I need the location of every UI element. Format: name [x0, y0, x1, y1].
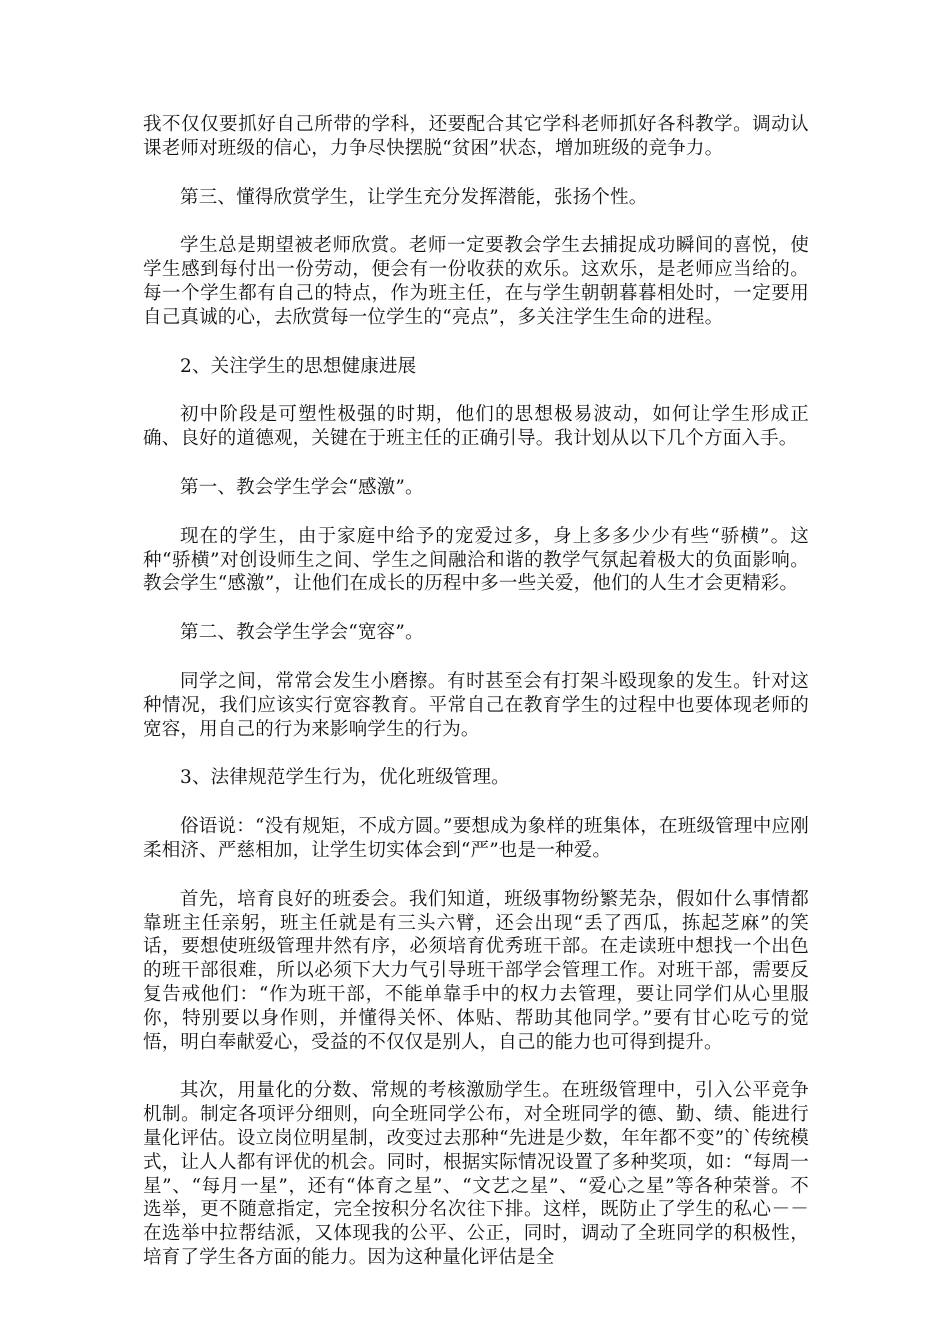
paragraph-heading-first: 第一、教会学生学会“感激”。 — [180, 476, 424, 498]
paragraph-13: 其次，用量化的分数、常规的考核激励学生。在班级管理中，引入公平竞争机制。制定各项评分细则，向全班同学公布，对全班同学的德、勤、绩、能进行量化评估。设立岗位明星制，改变过去那种“先进是少数，年年都不变”的`传统模式，让人人都有评优的机会。同时，根据实际情况设置了多种奖项，如：“每周一星”、“每月一星”，还有“体育之星”、“文艺之星”、“爱心之星”等各种荣誉。不选举，更不随意指定，完全按积分名次往下排。这样，既防止了学生的私心－－在选举中拉帮结派，又体现我的公平、公正，同时，调动了全班同学的积极性，培育了学生各方面的能力。因为这种量化评估是全 — [143, 1080, 809, 1268]
paragraph-heading-2: 2、关注学生的思想健康进展 — [180, 355, 417, 377]
paragraph-5: 初中阶段是可塑性极强的时期，他们的思想极易波动，如何让学生形成正确、良好的道德观，关键在于班主任的正确引导。我计划从以下几个方面入手。 — [143, 404, 809, 450]
paragraph-heading-third: 第三、懂得欣赏学生，让学生充分发挥潜能，张扬个性。 — [180, 186, 648, 208]
paragraph-7: 现在的学生，由于家庭中给予的宠爱过多，身上多多少少有些“骄横”。这种“骄横”对创设师生之间、学生之间融洽和谐的教学气氛起着极大的负面影响。教会学生“感激”，让他们在成长的历程中多一些关爱，他们的人生才会更精彩。 — [143, 525, 809, 595]
paragraph-heading-second: 第二、教会学生学会“宽容”。 — [180, 622, 424, 644]
document-body — [143, 113, 809, 1295]
paragraph-3: 学生总是期望被老师欣赏。老师一定要教会学生去捕捉成功瞬间的喜悦，使学生感到每付出一份劳动，便会有一份收获的欢乐。这欢乐，是老师应当给的。每一个学生都有自己的特点，作为班主任，在与学生朝朝暮暮相处时，一定要用自己真诚的心，去欣赏每一位学生的“亮点”，多关注学生生命的进程。 — [143, 235, 809, 328]
paragraph-1: 我不仅仅要抓好自己所带的学科，还要配合其它学科老师抓好各科教学。调动认课老师对班级的信心，力争尽快摆脱“贫困”状态，增加班级的竞争力。 — [143, 114, 809, 159]
paragraph-heading-3: 3、法律规范学生行为，优化班级管理。 — [180, 767, 510, 789]
paragraph-11: 俗语说：“没有规矩，不成方圆。”要想成为象样的班集体，在班级管理中应刚柔相济、严慈相加，让学生切实体会到“严”也是一种爱。 — [143, 816, 809, 861]
paragraph-9: 同学之间，常常会发生小磨擦。有时甚至会有打架斗殴现象的发生。针对这种情况，我们应该实行宽容教育。平常自己在教育学生的过程中也要体现老师的宽容，用自己的行为来影响学生的行为。 — [143, 670, 809, 740]
paragraph-12: 首先，培育良好的班委会。我们知道，班级事物纷繁芜杂，假如什么事情都靠班主任亲躬，班主任就是有三头六臂，还会出现“丢了西瓜，拣起芝麻”的笑话，要想使班级管理井然有序，必须培育优秀班干部。在走读班中想找一个出色的班干部很难，所以必须下大力气引导班干部学会管理工作。对班干部，需要反复告戒他们：“作为班干部，不能单靠手中的权力去管理，要让同学们从心里服你，特别要以身作则，并懂得关怀、体贴、帮助其他同学。”要有甘心吃亏的觉悟，明白奉献爱心，受益的不仅仅是别人，自己的能力也可得到提升。 — [143, 888, 809, 1053]
